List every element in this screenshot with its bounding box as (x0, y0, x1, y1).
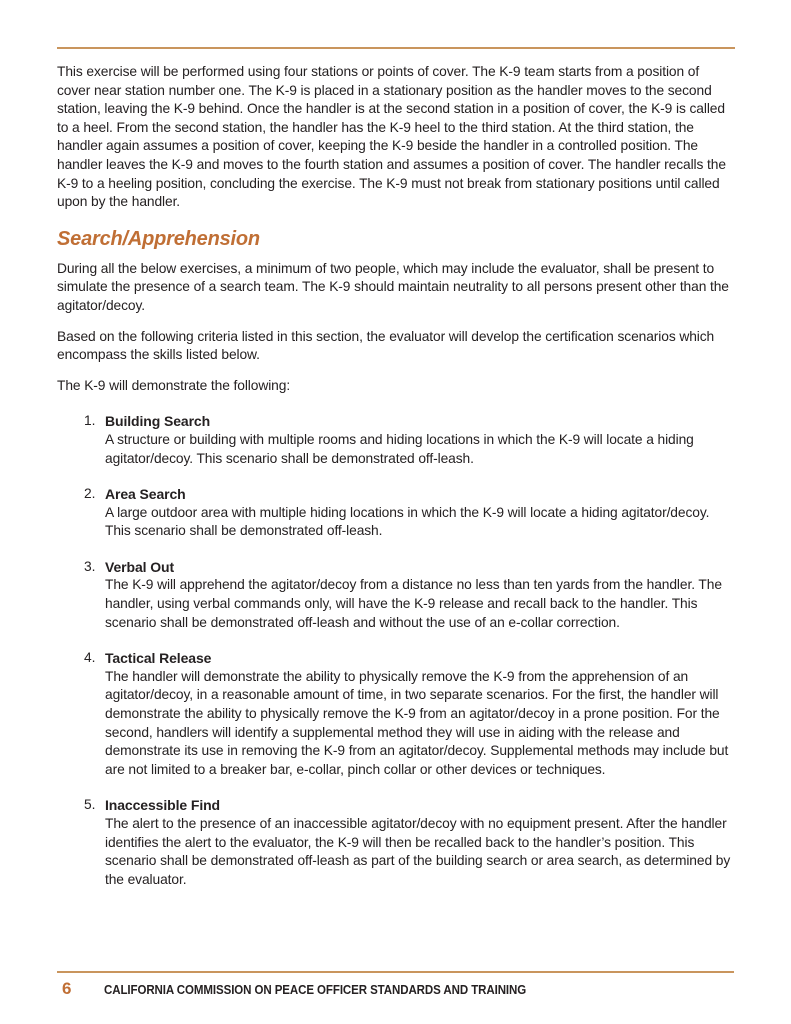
page-number: 6 (62, 979, 72, 998)
section-heading: Search/Apprehension (57, 227, 260, 250)
item-description: A large outdoor area with multiple hiding locations in which the K-9 will locate a hiding agitator/decoy. This scenario shall be demonstrated off-leash. (105, 504, 710, 539)
item-title: Building Search (105, 413, 211, 430)
page-footer (57, 979, 757, 999)
item-title: Inaccessible Find (105, 797, 221, 814)
item-number: 3. (84, 558, 96, 574)
item-number: 1. (84, 413, 96, 429)
item-number: 5. (84, 797, 96, 813)
item-title: Tactical Release (105, 650, 212, 667)
intro-paragraph: This exercise will be performed using four stations or points of cover. The K-9 team starts from a position of cover near station number one. The K-9 is placed in a stationary position as the handler moves to the second station, leaving the K-9 behind. Once the handler is at the second station in a position of cover, the K-9 is called to a heel. From the second station, the handler has the K-9 heel to the third station. At the third station, the handler again assumes a position of cover, keeping the K-9 beside the handler in a controlled position. The handler leaves the K-9 and moves to the fourth station and assumes a position of cover. The handler recalls the K-9 to a heeling position, concluding the exercise. The K-9 must not break from stationary positions until called upon by the handler. (57, 64, 726, 210)
item-description: A structure or building with multiple rooms and hiding locations in which the K-9 will locate a hiding agitator/decoy. This scenario shall be demonstrated off-leash. (105, 431, 694, 466)
list-item-verbal-out (57, 558, 735, 632)
footer-organization: CALIFORNIA COMMISSION ON PEACE OFFICER STANDARDS AND TRAINING (104, 982, 527, 997)
item-body (105, 412, 735, 468)
item-title: Verbal Out (105, 558, 175, 575)
item-description: The alert to the presence of an inaccessible agitator/decoy with no equipment present. After the handler identifies the alert to the evaluator, the K-9 will then be recalled back to the handler’s position. This scenario shall be demonstrated off-leash as part of the building search or area search, as determined by the evaluator. (105, 816, 731, 887)
paragraph-search-team: During all the below exercises, a minimum of two people, which may include the evaluator, shall be present to simulate the presence of a search team. The K-9 should maintain neutrality to all persons present other than the agitator/decoy. (57, 260, 729, 313)
item-body (105, 558, 735, 632)
footer-divider (57, 971, 734, 973)
list-item-area-search (57, 485, 735, 541)
paragraph-criteria: Based on the following criteria listed in this section, the evaluator will develop the certification scenarios which encompass the skills listed below. (57, 328, 715, 363)
list-intro: The K-9 will demonstrate the following: (57, 377, 291, 393)
item-description: The handler will demonstrate the ability to physically remove the K-9 from the apprehension of an agitator/decoy, in a reasonable amount of time, in two separate scenarios. For the first, the handler will demonstrate the ability to physically remove the K-9 from an agitator/decoy in a prone position. For the second, handlers will identify a supplemental method they will use in aiding with the release and demonstrate its use in removing the K-9 from an agitator/decoy. Supplemental methods may include but are not limited to a breaker bar, e-collar, pinch collar or other devices or techniques. (105, 668, 729, 777)
item-body (105, 485, 735, 541)
item-description: The K-9 will apprehend the agitator/decoy from a distance no less than ten yards from the handler. The handler, using verbal commands only, will have the K-9 release and recall back to the handler. This scenario shall be demonstrated off-leash and without the use of an e-collar correction. (105, 577, 722, 630)
top-divider (57, 47, 735, 49)
item-number: 2. (84, 486, 96, 502)
list-item-building-search (57, 412, 735, 468)
item-body (105, 796, 735, 889)
page-content (57, 47, 735, 906)
list-item-tactical-release (57, 649, 735, 779)
item-number: 4. (84, 650, 96, 666)
list-item-inaccessible-find (57, 796, 735, 889)
item-body (105, 649, 735, 779)
skills-list (57, 412, 735, 889)
item-title: Area Search (105, 486, 186, 503)
